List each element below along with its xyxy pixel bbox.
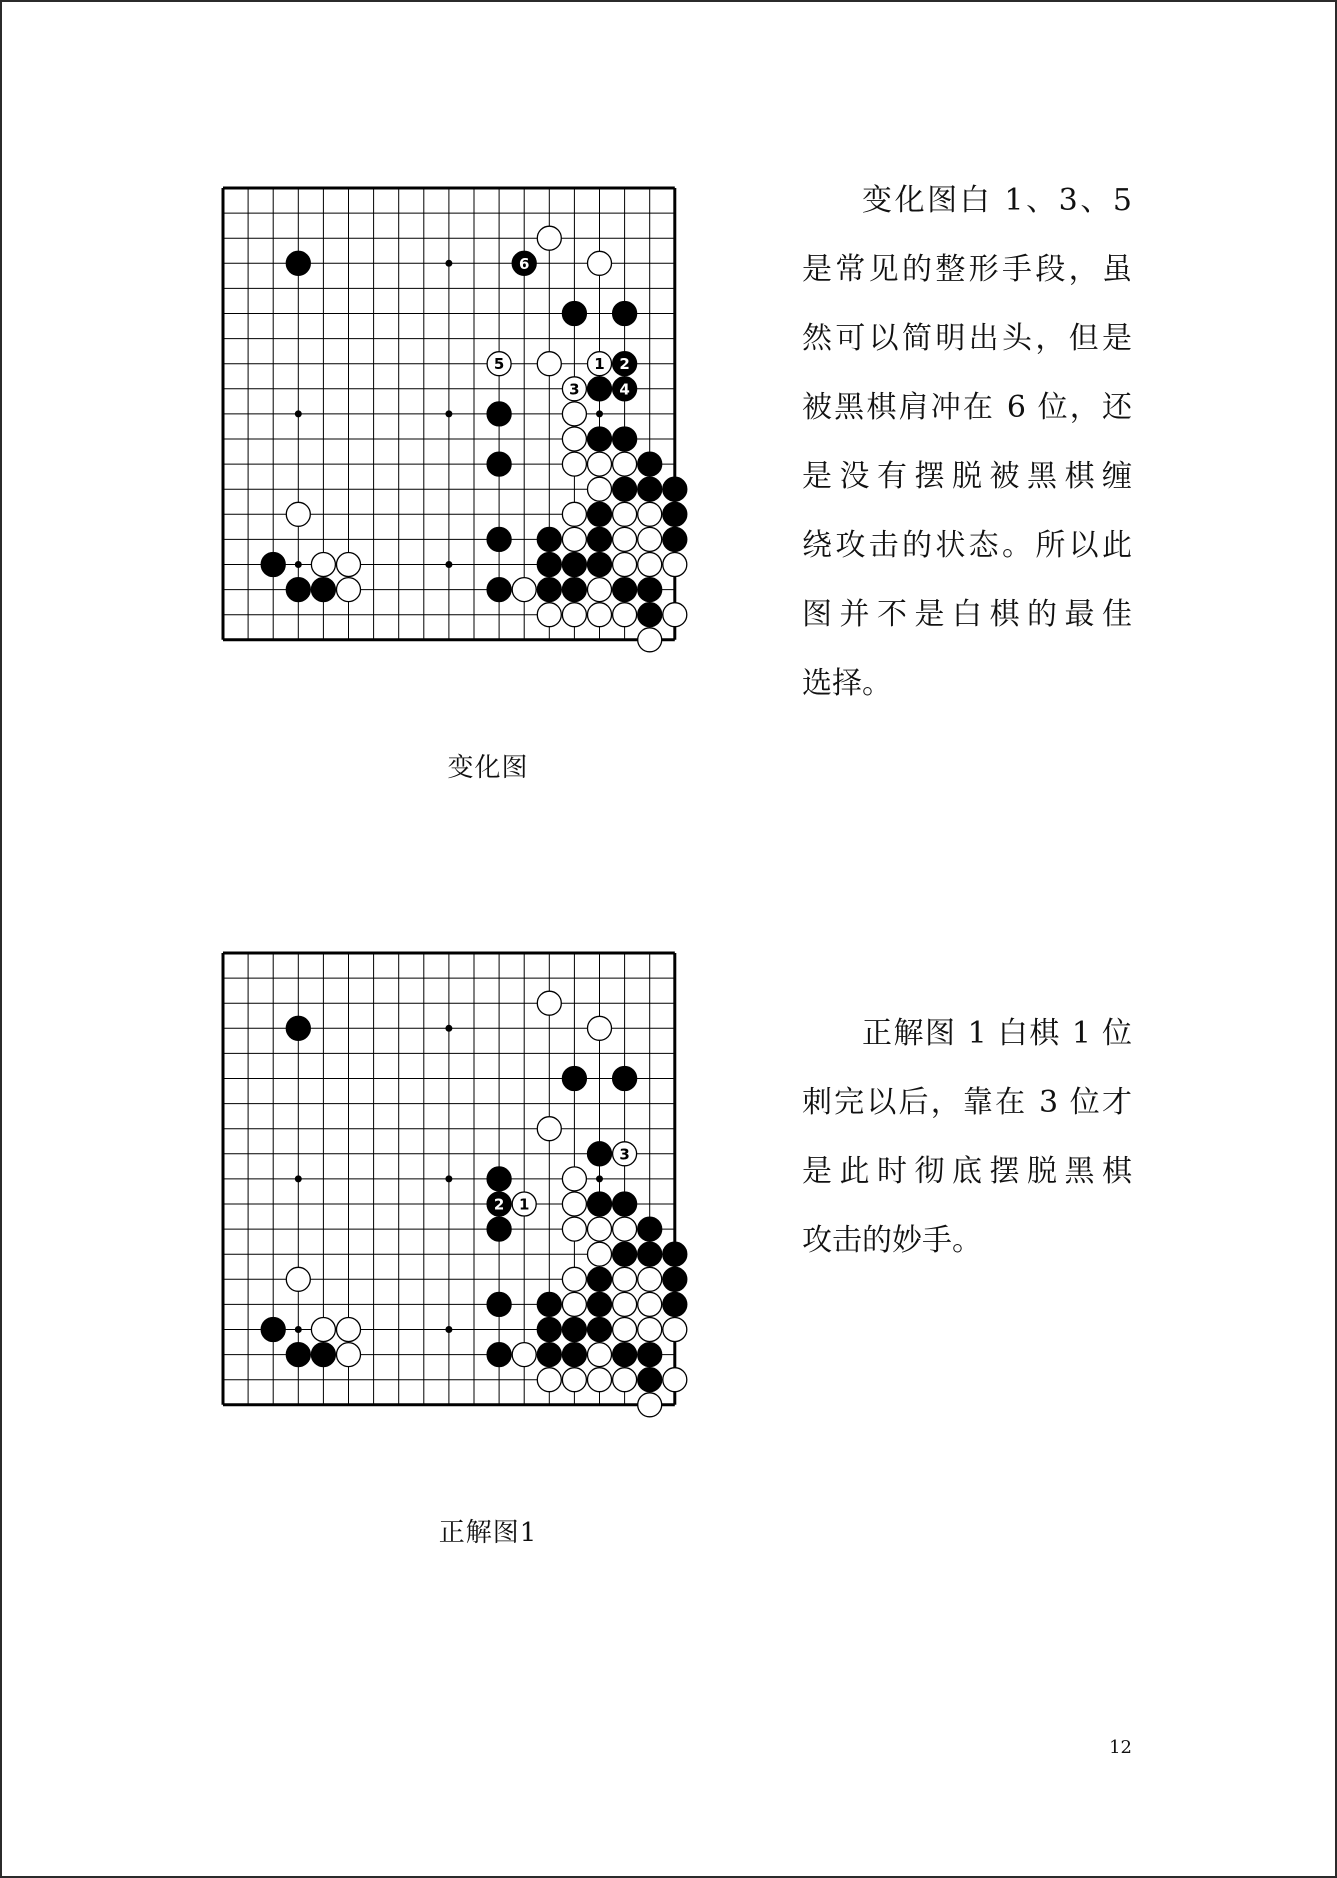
white-stone xyxy=(337,1343,361,1367)
white-stone xyxy=(638,1267,662,1291)
black-stone xyxy=(286,251,310,275)
white-stone xyxy=(588,1368,612,1392)
move-number-label: 3 xyxy=(619,1145,630,1164)
black-stone xyxy=(286,578,310,602)
black-stone xyxy=(588,427,612,451)
black-stone xyxy=(663,477,687,501)
white-stone xyxy=(512,1192,536,1216)
white-stone xyxy=(562,377,586,401)
black-stone xyxy=(588,1192,612,1216)
text-line: 攻击的妙手。 xyxy=(802,1223,982,1258)
text-line: 图并不是白棋的最佳 xyxy=(802,597,1132,632)
white-stone xyxy=(562,427,586,451)
black-stone xyxy=(537,553,561,577)
black-stone xyxy=(487,1217,511,1241)
white-stone xyxy=(613,1368,637,1392)
white-stone xyxy=(613,553,637,577)
white-stone xyxy=(562,1192,586,1216)
diagram-caption: 正解图1 xyxy=(438,1518,538,1548)
black-stone xyxy=(512,251,536,275)
black-stone xyxy=(311,578,335,602)
white-stone xyxy=(588,603,612,627)
black-stone xyxy=(562,302,586,326)
white-stone xyxy=(311,553,335,577)
black-stone xyxy=(562,578,586,602)
black-stone xyxy=(261,553,285,577)
black-stone xyxy=(588,1267,612,1291)
star-point xyxy=(295,561,302,568)
black-stone xyxy=(487,1167,511,1191)
white-stone xyxy=(537,603,561,627)
black-stone xyxy=(588,1142,612,1166)
black-stone xyxy=(487,1343,511,1367)
white-stone xyxy=(613,452,637,476)
white-stone xyxy=(537,1368,561,1392)
black-stone xyxy=(613,1192,637,1216)
diagram-caption: 变化图 xyxy=(447,753,529,783)
black-stone xyxy=(487,527,511,551)
white-stone xyxy=(638,1292,662,1316)
white-stone xyxy=(562,502,586,526)
black-stone xyxy=(562,553,586,577)
white-stone xyxy=(613,1267,637,1291)
white-stone xyxy=(613,527,637,551)
move-number-label: 5 xyxy=(493,355,505,374)
black-stone xyxy=(638,603,662,627)
black-stone xyxy=(537,1292,561,1316)
white-stone xyxy=(613,1142,637,1166)
white-stone xyxy=(562,1217,586,1241)
white-stone xyxy=(562,1292,586,1316)
text-line: 变化图白 1、3、5 xyxy=(862,183,1132,218)
black-stone xyxy=(537,1318,561,1342)
white-stone xyxy=(638,553,662,577)
white-stone xyxy=(613,603,637,627)
star-point xyxy=(445,1326,452,1333)
white-stone xyxy=(311,1318,335,1342)
text-line: 是常见的整形手段，虽 xyxy=(802,252,1132,287)
black-stone xyxy=(613,352,637,376)
star-point xyxy=(295,410,302,417)
white-stone xyxy=(337,578,361,602)
white-stone xyxy=(613,1318,637,1342)
commentary-paragraph xyxy=(802,166,1132,718)
white-stone xyxy=(663,1318,687,1342)
star-point xyxy=(445,1025,452,1032)
black-stone xyxy=(663,527,687,551)
text-line: 刺完以后，靠在 3 位才 xyxy=(802,1085,1132,1120)
black-stone xyxy=(613,578,637,602)
move-number-label: 2 xyxy=(619,355,630,374)
go-board-solution-1 xyxy=(223,953,783,1513)
go-board-svg xyxy=(223,188,783,748)
move-number-label: 1 xyxy=(594,355,605,374)
text-line: 然可以简明出头，但是 xyxy=(802,321,1132,356)
white-stone xyxy=(588,352,612,376)
white-stone xyxy=(562,1267,586,1291)
black-stone xyxy=(487,1292,511,1316)
black-stone xyxy=(537,578,561,602)
white-stone xyxy=(562,452,586,476)
black-stone xyxy=(663,1267,687,1291)
white-stone xyxy=(286,502,310,526)
black-stone xyxy=(638,1242,662,1266)
white-stone xyxy=(562,1368,586,1392)
white-stone xyxy=(588,251,612,275)
black-stone xyxy=(638,452,662,476)
commentary-paragraph xyxy=(802,999,1132,1275)
black-stone xyxy=(613,302,637,326)
move-number-label: 2 xyxy=(493,1195,505,1214)
black-stone xyxy=(663,1292,687,1316)
text-line: 正解图 1 白棋 1 位 xyxy=(862,1016,1132,1051)
black-stone xyxy=(663,1242,687,1266)
white-stone xyxy=(588,1217,612,1241)
white-stone xyxy=(562,527,586,551)
white-stone xyxy=(337,1318,361,1342)
black-stone xyxy=(613,1067,637,1091)
move-number-label: 1 xyxy=(518,1195,530,1214)
white-stone xyxy=(562,402,586,426)
black-stone xyxy=(537,527,561,551)
star-point xyxy=(445,260,452,267)
white-stone xyxy=(512,1343,536,1367)
black-stone xyxy=(588,1318,612,1342)
star-point xyxy=(445,1175,452,1182)
black-stone xyxy=(663,502,687,526)
white-stone xyxy=(638,1318,662,1342)
black-stone xyxy=(311,1343,335,1367)
black-stone xyxy=(261,1318,285,1342)
black-stone xyxy=(286,1016,310,1040)
star-point xyxy=(445,561,452,568)
black-stone xyxy=(613,427,637,451)
move-number-label: 3 xyxy=(569,380,580,399)
white-stone xyxy=(638,628,662,652)
star-point xyxy=(295,1326,302,1333)
white-stone xyxy=(562,603,586,627)
white-stone xyxy=(537,352,561,376)
black-stone xyxy=(638,1368,662,1392)
white-stone xyxy=(487,352,511,376)
black-stone xyxy=(638,1343,662,1367)
star-point xyxy=(445,410,452,417)
black-stone xyxy=(613,377,637,401)
white-stone xyxy=(588,452,612,476)
black-stone xyxy=(588,377,612,401)
white-stone xyxy=(562,1167,586,1191)
white-stone xyxy=(588,477,612,501)
white-stone xyxy=(337,553,361,577)
star-point xyxy=(596,1175,603,1182)
star-point xyxy=(596,410,603,417)
white-stone xyxy=(613,1292,637,1316)
white-stone xyxy=(537,1117,561,1141)
black-stone xyxy=(613,1343,637,1367)
white-stone xyxy=(663,603,687,627)
white-stone xyxy=(537,991,561,1015)
black-stone xyxy=(487,1192,511,1216)
black-stone xyxy=(562,1067,586,1091)
white-stone xyxy=(588,1016,612,1040)
black-stone xyxy=(537,1343,561,1367)
white-stone xyxy=(512,578,536,602)
white-stone xyxy=(638,1393,662,1417)
star-point xyxy=(295,1175,302,1182)
text-line: 被黑棋肩冲在 6 位，还 xyxy=(802,390,1132,425)
white-stone xyxy=(588,1343,612,1367)
white-stone xyxy=(638,527,662,551)
black-stone xyxy=(638,578,662,602)
white-stone xyxy=(663,1368,687,1392)
white-stone xyxy=(588,1242,612,1266)
black-stone xyxy=(286,1343,310,1367)
black-stone xyxy=(638,1217,662,1241)
black-stone xyxy=(562,1343,586,1367)
black-stone xyxy=(588,1292,612,1316)
page-number: 12 xyxy=(1109,1737,1132,1758)
black-stone xyxy=(487,452,511,476)
white-stone xyxy=(588,578,612,602)
white-stone xyxy=(286,1267,310,1291)
black-stone xyxy=(613,477,637,501)
go-board-variation xyxy=(223,188,783,748)
black-stone xyxy=(588,502,612,526)
black-stone xyxy=(638,477,662,501)
black-stone xyxy=(613,1242,637,1266)
black-stone xyxy=(487,402,511,426)
white-stone xyxy=(638,502,662,526)
white-stone xyxy=(537,226,561,250)
text-line: 选择。 xyxy=(802,666,892,701)
black-stone xyxy=(588,553,612,577)
go-board-svg xyxy=(223,953,783,1513)
move-number-label: 6 xyxy=(518,254,530,273)
text-line: 是没有摆脱被黑棋缠 xyxy=(802,459,1132,494)
white-stone xyxy=(663,553,687,577)
text-line: 是此时彻底摆脱黑棋 xyxy=(802,1154,1132,1189)
text-line: 绕攻击的状态。所以此 xyxy=(802,528,1132,563)
move-number-label: 4 xyxy=(619,380,630,399)
white-stone xyxy=(613,502,637,526)
black-stone xyxy=(588,527,612,551)
white-stone xyxy=(613,1217,637,1241)
black-stone xyxy=(487,578,511,602)
black-stone xyxy=(562,1318,586,1342)
